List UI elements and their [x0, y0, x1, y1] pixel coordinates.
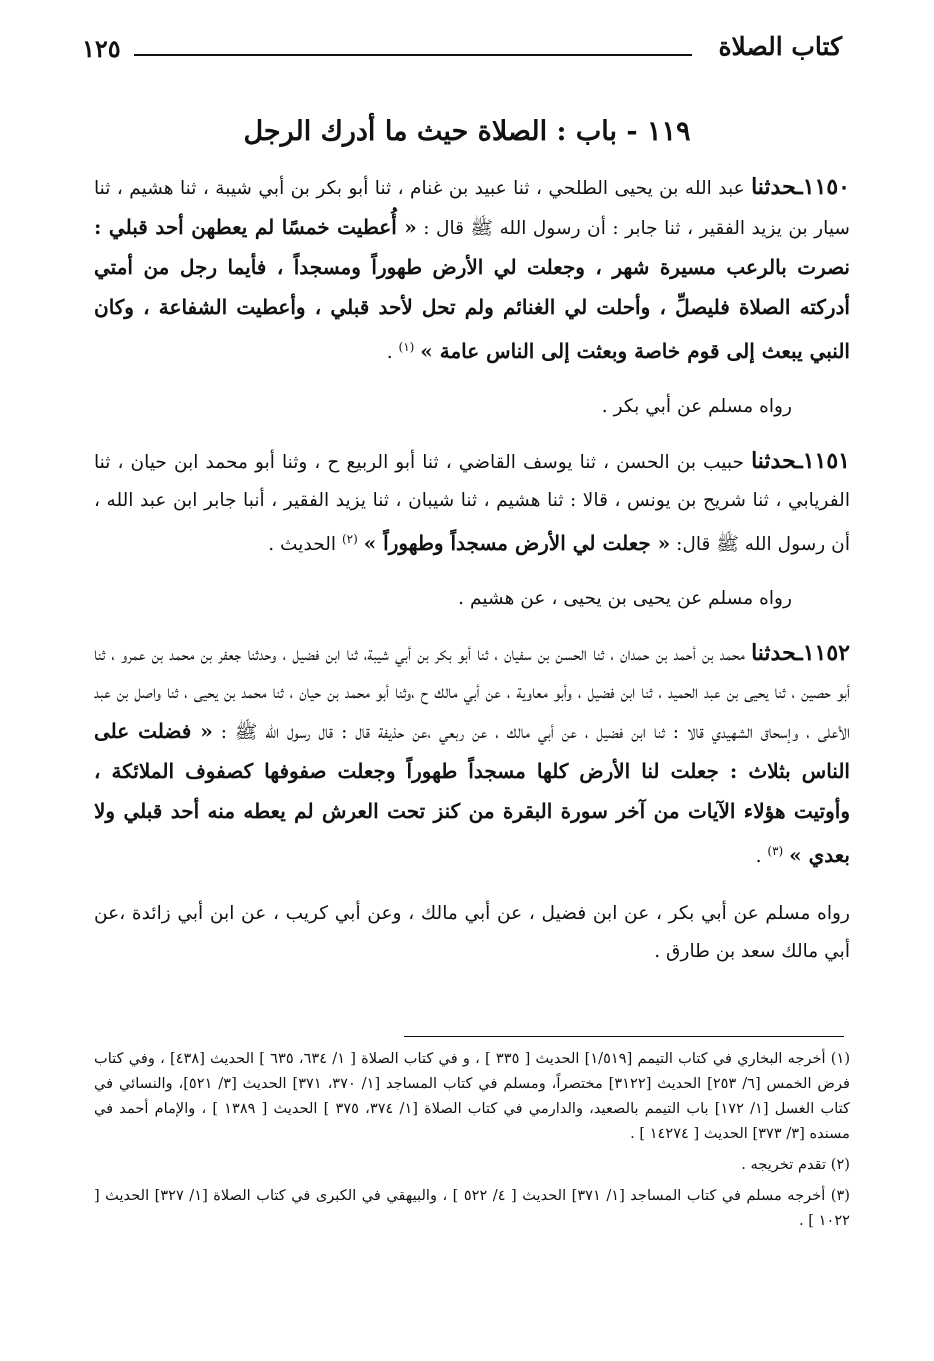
footnote-1: (١) أخرجه البخاري في كتاب التيمم [١/٥١٩] الحديث [ ٣٣٥ ] ، و في كتاب الصلاة [ ١/ ٦٣٤، ٦٣٥ ] الحديث [٤٣٨] ، وفي كتاب فرض الخمس [٦/ ٢٥٣] الحديث [٣١٢٢] مختصراً، ومسلم في كتاب المساجد [١/ ٣٧٠، ٣٧١] الحديث [٣/ ٥٢١]، والنسائي في كتاب الغسل [١/ ١٧٢] باب التيمم بالصعيد، والدارمي في كتاب الصلاة [١/ ٣٧٤، ٣٧٥ ] الحديث [ ١٣٨٩ ] ، والإمام أحمد في مسنده [٣/ ٣٧٣] الحديث [ ١٤٢٧٤ ] . — [94, 1050, 851, 1142]
hadith-isnad: عبد الله بن يحيى الطلحي ، ثنا عبيد بن غنام ، ثنا أبو بكر بن أبي شيبة ، ثنا هشيم ، ثنا سيار بن يزيد الفقير ، ثنا جابر : أن رسول الله ﷺ قال : — [94, 178, 851, 239]
footnote-2: (٢) تقدم تخريجه . — [741, 1156, 850, 1173]
main-text — [94, 168, 850, 971]
hadith-lead: ـحدثنا — [751, 174, 803, 200]
hadith-1151-source: رواه مسلم عن يحيى بن يحيى ، عن هشيم . — [458, 588, 792, 610]
running-title: كتاب الصلاة — [718, 32, 842, 61]
hadith-number: ١١٥٢ — [802, 640, 850, 667]
hadith-number: ١١٥٠ — [802, 174, 850, 200]
footnote-ref: (٣) — [767, 844, 784, 859]
footnote-ref: (١) — [398, 340, 415, 354]
footnote-rule — [404, 1036, 844, 1037]
hadith-tail: . — [755, 846, 768, 868]
page-header — [82, 26, 842, 70]
hadith-number: ١١٥١ — [802, 448, 850, 475]
hadith-lead: ـحدثنا — [751, 448, 803, 475]
header-rule — [134, 54, 692, 56]
hadith-matn: « فضلت على الناس بثلاث : جعلت لنا الأرض كلها مسجداً طهوراً وجعلت صفوفها كصفوف الملائكة ، وأوتيت هؤلاء الآيات من آخر سورة البقرة من كنز تحت العرش لم يعطه منه أحد قبلي ولا بعدي » — [94, 719, 850, 868]
hadith-matn: « جعلت لي الأرض مسجداً وطهوراً » — [363, 531, 671, 556]
hadith-isnad: حبيب بن الحسن ، ثنا يوسف القاضي ، ثنا أبو الربيع ح ، وثنا أبو محمد ابن حيان ، ثنا الفريابي ، ثنا شريح بن يونس ، قالا : ثنا هشيم ، ثنا شيبان ، ثنا يزيد الفقير ، أنبا جابر ابن عبد الله ، أن رسول الله ﷺ قال: — [94, 452, 850, 556]
footnotes — [94, 1046, 850, 1239]
hadith-1150-source: رواه مسلم عن أبي بكر . — [601, 396, 792, 418]
page-number: ١٢٥ — [82, 34, 121, 63]
hadith-lead: ـحدثنا — [751, 640, 803, 667]
hadith-1150 — [94, 168, 850, 372]
hadith-1151 — [94, 442, 850, 564]
hadith-tail: . — [386, 342, 399, 364]
hadith-matn: « أُعطيت خمسًا لم يعطهن أحد قبلي : نصرت بالرعب مسيرة شهر ، وجعلت لي الأرض طهوراً ومسجداً ، فأيما رجل من أمتي أدركته الصلاة فليصلِّ ، وأحلت لي الغنائم ولم تحل لأحد قبلي ، وأعطيت الشفاعة ، وكان النبي يبعث إلى قوم خاصة وبعثت إلى الناس عامة » — [94, 215, 851, 364]
hadith-tail: الحديث . — [268, 534, 342, 556]
hadith-1152 — [94, 634, 850, 876]
footnote-ref: (٢) — [341, 532, 358, 547]
hadith-isnad: محمد بن أحمد بن حمدان ، ثنا الحسن بن سفيان ، ثنا أبو بكر بن أبي شيبة، ثنا ابن فضيل ، وحدثنا جعفر بن محمد بن عمرو ، ثنا أبو حصين ، ثنا يحيى بن عبد الحميد ، ثنا ابن فضيل ، وأبو معاوية ، عن أبي مالك ح ،وثنا أبو محمد بن حيان ، ثنا محمد بن يحيى ، ثنا واصل بن عبد الأعلى ، وإسحاق الشهيدي قالا : ثنا ابن فضيل ، عن أبي مالك ، عن ربعي ،عن حذيفة قال : قال رسول الله ﷺ : — [94, 644, 850, 744]
chapter-title: ١١٩ - باب : الصلاة حيث ما أدرك الرجل — [243, 116, 691, 147]
footnote-3: (٣) أخرجه مسلم في كتاب المساجد [١/ ٣٧١] الحديث [ ٤/ ٥٢٢ ] ، والبيهقي في الكبرى في كتاب الصلاة [١/ ٣٢٧] الحديث [ ١٠٢٢ ] . — [94, 1187, 850, 1229]
hadith-1152-source: رواه مسلم عن أبي بكر ، عن ابن فضيل ، عن أبي مالك ، وعن أبي كريب ، عن ابن أبي زائدة ،عن أبي مالك سعد بن طارق . — [94, 902, 850, 962]
